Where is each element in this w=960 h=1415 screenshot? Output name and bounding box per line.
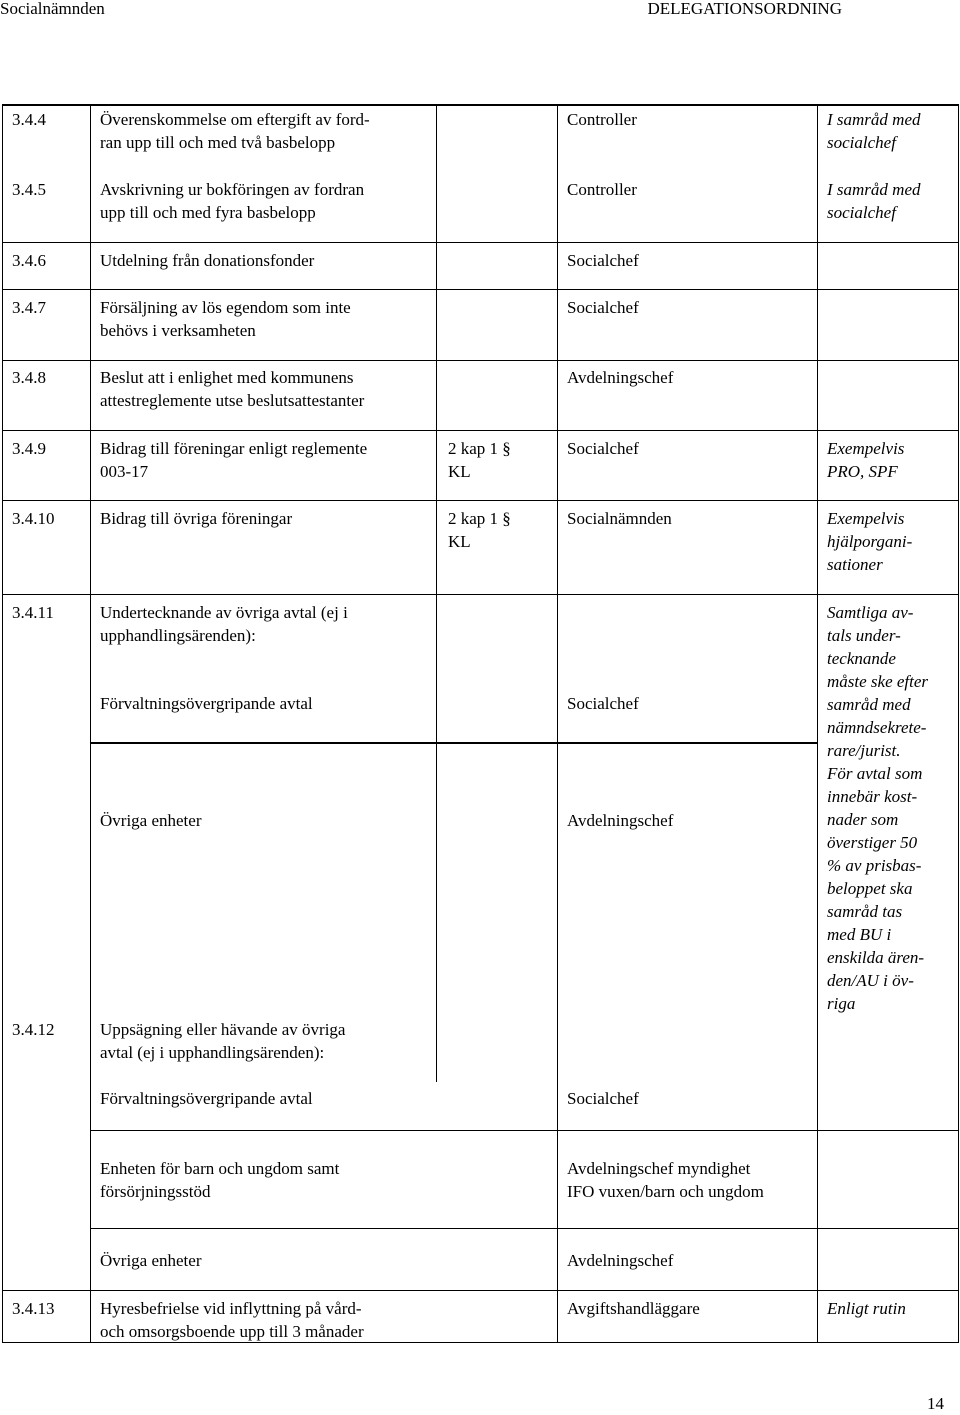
row-delegate: Socialchef xyxy=(567,439,639,458)
row-delegate: Socialchef xyxy=(567,298,639,317)
row-number: 3.4.5 xyxy=(12,180,46,199)
row-law-line: KL xyxy=(448,532,471,551)
row-number: 3.4.8 xyxy=(12,368,46,387)
remark-line: nämndsekrete- xyxy=(827,718,927,737)
row-item-line: Undertecknande av övriga avtal (ej i xyxy=(100,603,348,622)
sub-item: Förvaltningsövergripande avtal xyxy=(100,694,313,713)
row-sep xyxy=(2,242,959,243)
row-number: 3.4.13 xyxy=(12,1299,55,1318)
col-sep-2 xyxy=(436,104,437,1082)
row-number: 3.4.7 xyxy=(12,298,46,317)
row-item-line: Beslut att i enlighet med kommunens xyxy=(100,368,354,387)
sub-row-sep xyxy=(90,1228,958,1229)
sub-delegate-line: IFO vuxen/barn och ungdom xyxy=(567,1182,764,1201)
row-remark-line: sationer xyxy=(827,555,883,574)
row-remark-line: Enligt rutin xyxy=(827,1299,906,1318)
header-left: Socialnämnden xyxy=(0,0,105,18)
remark-line: den/AU i öv- xyxy=(827,971,914,990)
sub-item: Övriga enheter xyxy=(100,1251,202,1270)
row-item-line: Uppsägning eller hävande av övriga xyxy=(100,1020,346,1039)
remark-line: överstiger 50 xyxy=(827,833,918,852)
header-right: DELEGATIONSORDNING xyxy=(647,0,842,18)
row-delegate: Avgiftshandläggare xyxy=(567,1299,700,1318)
remark-line: Samtliga av- xyxy=(827,603,914,622)
row-number: 3.4.10 xyxy=(12,509,55,528)
table-border-top xyxy=(2,104,959,106)
remark-line: rare/jurist. xyxy=(827,741,901,760)
row-item-line: Överenskommelse om eftergift av ford- xyxy=(100,110,370,129)
remark-line: måste ske efter xyxy=(827,672,929,691)
remark-line: innebär kost- xyxy=(827,787,918,806)
row-item-line: Bidrag till övriga föreningar xyxy=(100,509,293,528)
row-item-line: Avskrivning ur bokföringen av fordran xyxy=(100,180,365,199)
sub-delegate: Avdelningschef xyxy=(567,1251,674,1270)
row-delegate: Socialnämnden xyxy=(567,509,672,528)
row-remark-line: Exempelvis xyxy=(827,509,905,528)
row-number: 3.4.9 xyxy=(12,439,46,458)
row-remark-line: socialchef xyxy=(827,203,896,222)
row-item-line: Bidrag till föreningar enligt reglemente xyxy=(100,439,368,458)
sub-item-line: försörjningsstöd xyxy=(100,1182,211,1201)
row-item-line: Utdelning från donationsfonder xyxy=(100,251,315,270)
sub-item: Övriga enheter xyxy=(100,811,202,830)
page-number: 14 xyxy=(927,1394,944,1413)
remark-line: med BU i xyxy=(827,925,892,944)
sub-row-sep xyxy=(90,742,818,744)
row-number: 3.4.6 xyxy=(12,251,46,270)
row-remark-line: Exempelvis xyxy=(827,439,905,458)
row-law-line: 2 kap 1 § xyxy=(448,509,511,528)
remark-line: samråd tas xyxy=(827,902,903,921)
row-number: 3.4.11 xyxy=(12,603,54,622)
row-delegate: Socialchef xyxy=(567,251,639,270)
row-item-line: avtal (ej i upphandlingsärenden): xyxy=(100,1043,325,1062)
row-delegate: Controller xyxy=(567,180,637,199)
row-delegate: Controller xyxy=(567,110,637,129)
row-remark-line: I samråd med xyxy=(827,110,921,129)
row-sep xyxy=(2,1290,959,1291)
row-remark-line: I samråd med xyxy=(827,180,921,199)
row-item-line: Hyresbefrielse vid inflyttning på vård- xyxy=(100,1299,362,1318)
row-remark-line: hjälporgani- xyxy=(827,532,913,551)
remark-line: % av prisbas- xyxy=(827,856,922,875)
remark-line: tals under- xyxy=(827,626,901,645)
sub-row-sep xyxy=(90,1130,958,1131)
sub-delegate-line: Avdelningschef myndighet xyxy=(567,1159,751,1178)
remark-line: samråd med xyxy=(827,695,911,714)
row-delegate: Avdelningschef xyxy=(567,368,674,387)
row-item-line: behövs i verksamheten xyxy=(100,321,256,340)
sub-delegate: Socialchef xyxy=(567,1089,639,1108)
row-item-line: upp till och med fyra basbelopp xyxy=(100,203,316,222)
row-item-line: attestreglemente utse beslutsattestanter xyxy=(100,391,365,410)
row-sep xyxy=(2,594,959,595)
row-item-line: 003-17 xyxy=(100,462,149,481)
sub-item: Förvaltningsövergripande avtal xyxy=(100,1089,313,1108)
row-number: 3.4.12 xyxy=(12,1020,55,1039)
row-law-line: KL xyxy=(448,462,471,481)
row-sep xyxy=(2,430,959,431)
row-remark-line: socialchef xyxy=(827,133,896,152)
remark-line: nader som xyxy=(827,810,899,829)
sub-delegate: Socialchef xyxy=(567,694,639,713)
row-item-line: Försäljning av lös egendom som inte xyxy=(100,298,351,317)
sub-item-line: Enheten för barn och ungdom samt xyxy=(100,1159,340,1178)
row-item-line: och omsorgsboende upp till 3 månader xyxy=(100,1322,364,1341)
row-law-line: 2 kap 1 § xyxy=(448,439,511,458)
row-sep xyxy=(2,360,959,361)
remark-line: riga xyxy=(827,994,856,1013)
row-number: 3.4.4 xyxy=(12,110,46,129)
row-remark-line: PRO, SPF xyxy=(827,462,898,481)
remark-line: För avtal som xyxy=(827,764,923,783)
remark-line: beloppet ska xyxy=(827,879,913,898)
sub-delegate: Avdelningschef xyxy=(567,811,674,830)
row-item-line: ran upp till och med två basbelopp xyxy=(100,133,336,152)
row-sep xyxy=(2,289,959,290)
remark-line: tecknande xyxy=(827,649,896,668)
row-sep xyxy=(2,500,959,501)
row-item-line: upphandlingsärenden): xyxy=(100,626,256,645)
remark-line: enskilda ären- xyxy=(827,948,925,967)
